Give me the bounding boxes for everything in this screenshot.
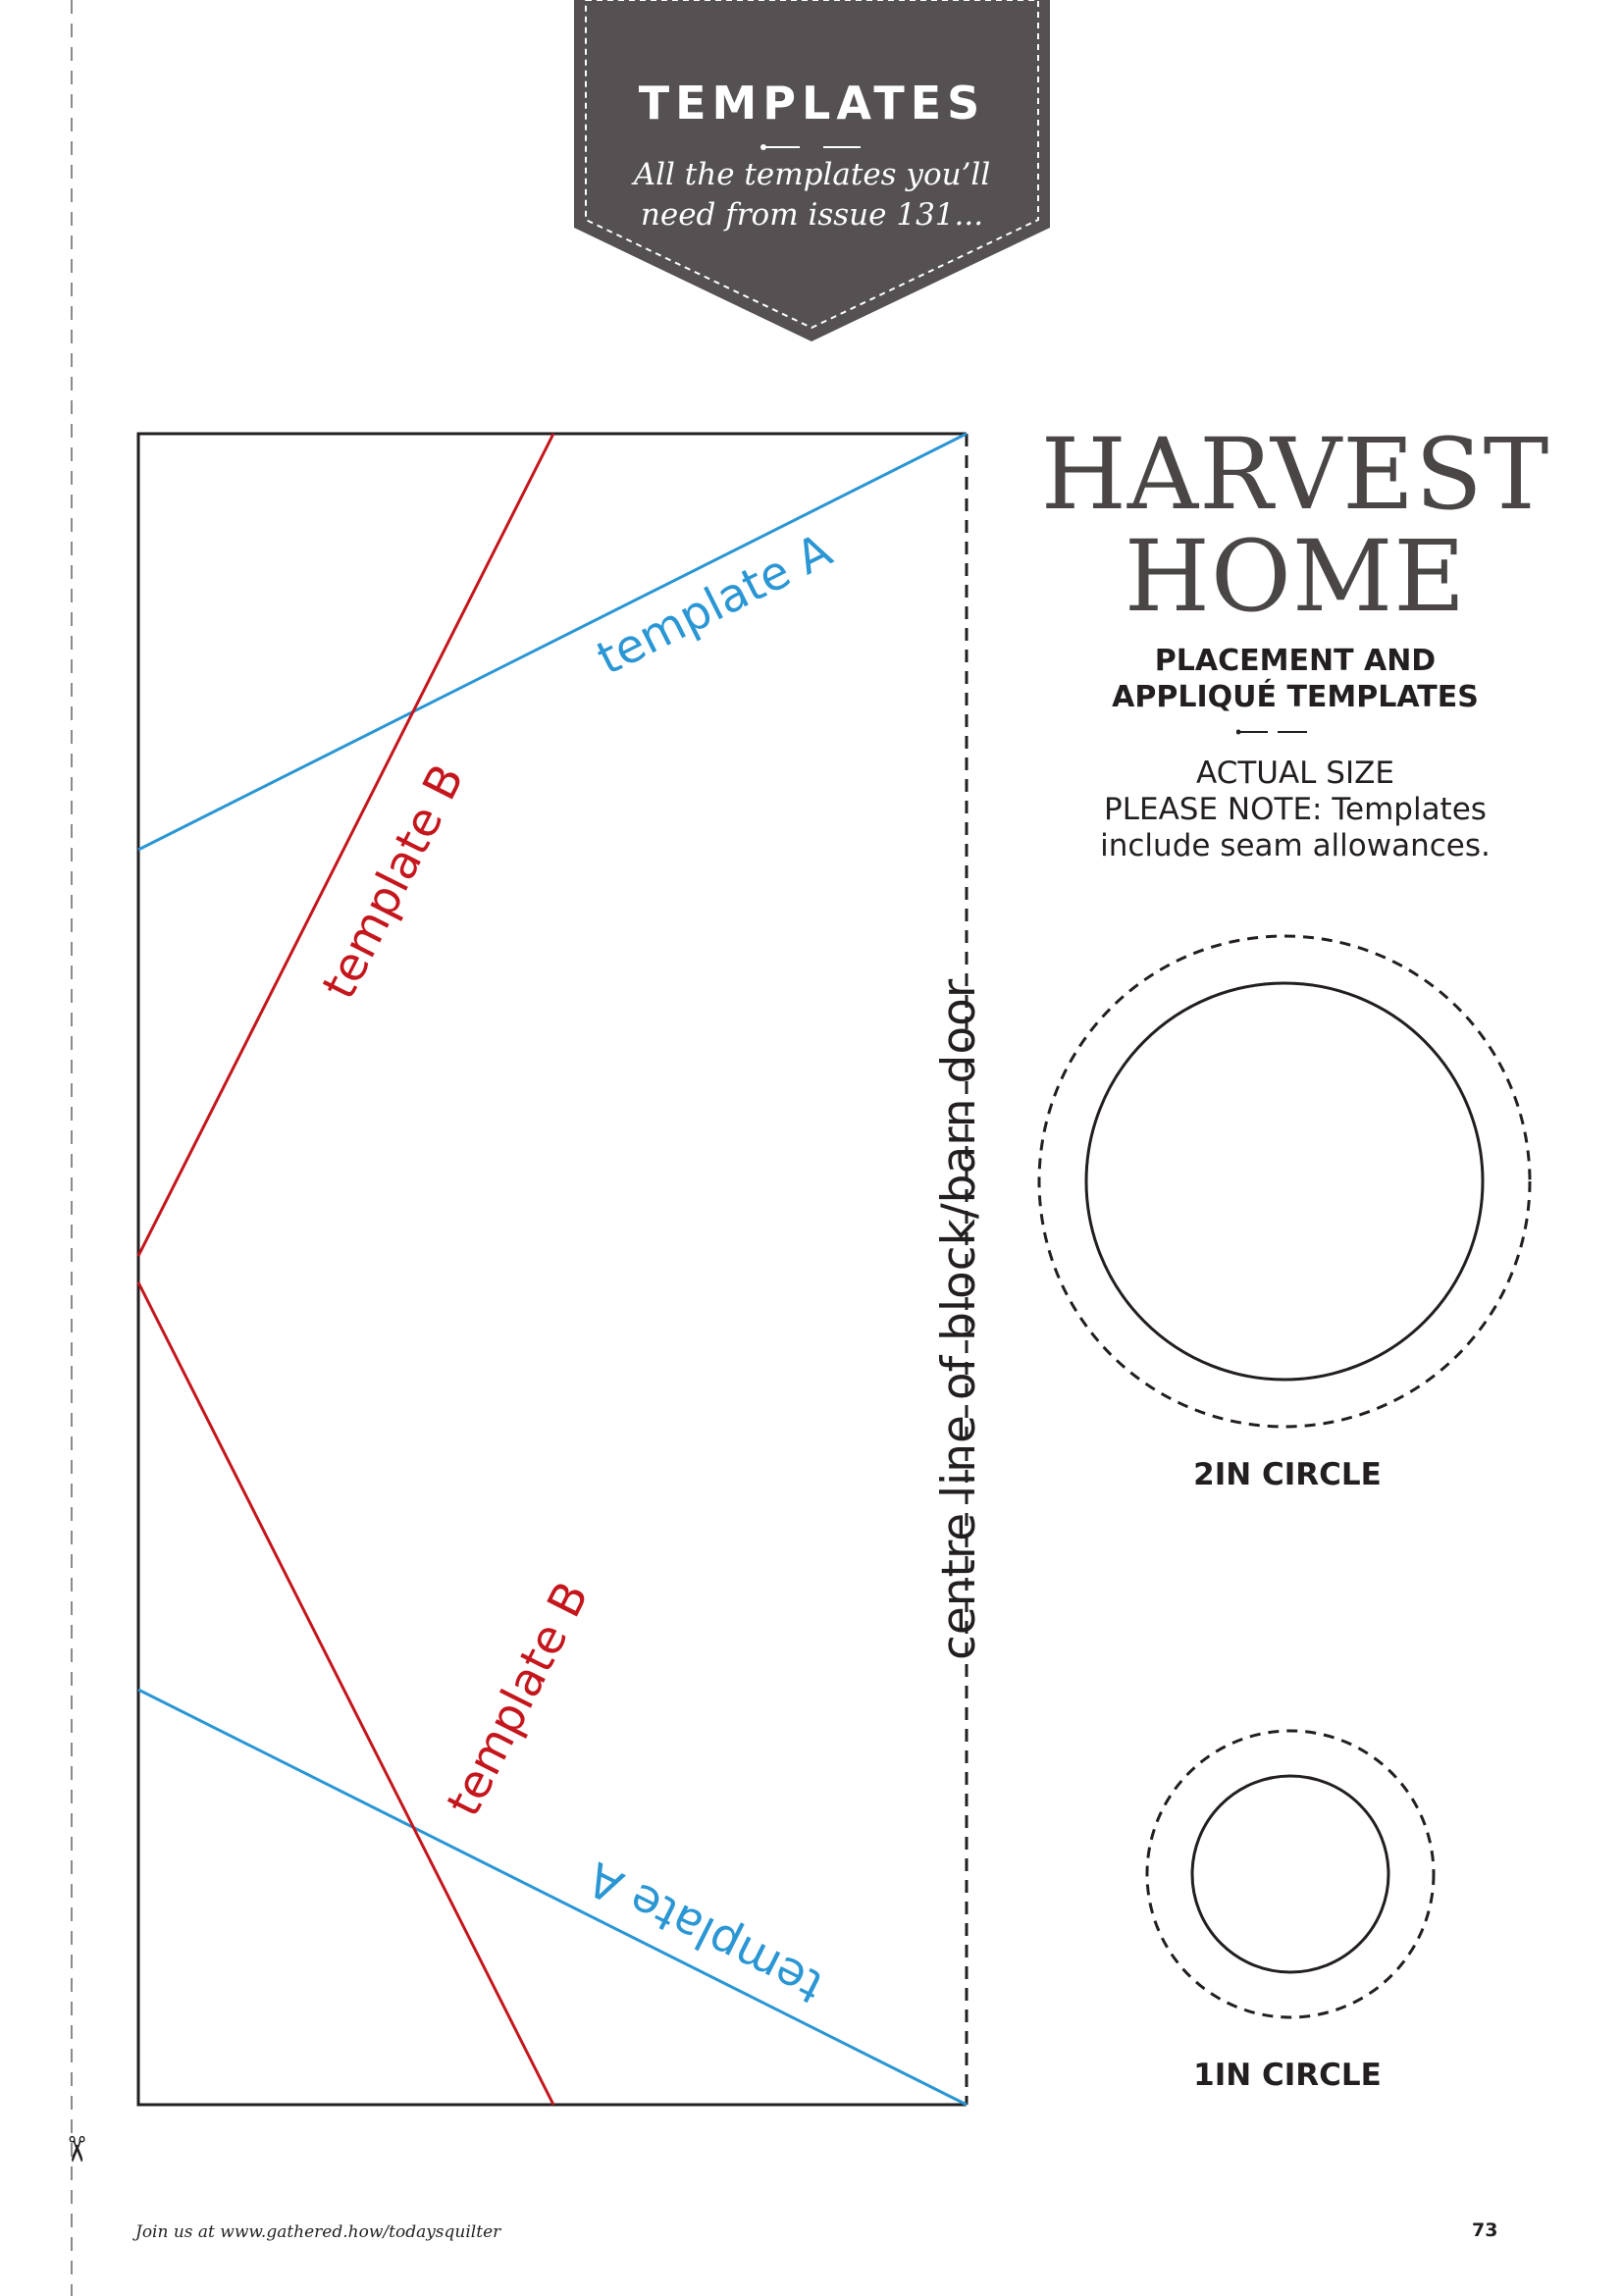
note-line1: ACTUAL SIZE [1196,756,1394,791]
subtitle-line1: PLACEMENT AND [1154,644,1437,678]
banner-subtitle-line1: All the templates you’ll [633,157,991,192]
template-a-top-line [138,434,967,850]
scissors-icon: ✂ [55,2134,96,2165]
template-b-top-label: template B [312,756,476,1008]
note-line2: PLEASE NOTE: Templates [1104,792,1487,827]
template-frame [138,434,967,2105]
template-a-top-label: template A [589,523,841,687]
template-b-bottom-label: template B [437,1573,601,1825]
note-line3: include seam allowances. [1100,828,1491,863]
ornament-divider [1236,724,1315,740]
banner-subtitle-line2: need from issue 131... [640,197,984,233]
template-a-bottom-label: template A [579,1851,831,2013]
title-line2: HOME [1124,519,1467,634]
page-title [1021,417,1570,634]
large-circle-label: 2IN CIRCLE [1193,1457,1382,1492]
title-line1: HARVEST [1040,417,1550,532]
subtitle-line2: APPLIQUÉ TEMPLATES [1112,680,1479,714]
template-b-top-line [138,434,553,1256]
centre-line-label: centre line of block/barn door [932,978,986,1660]
template-a-bottom-line [138,1690,967,2105]
size-note [1021,756,1570,864]
page-subtitle [1040,643,1550,715]
footer-link[interactable]: Join us at www.gathered.how/todaysquilter [135,2222,501,2242]
page-number: 73 [1472,2219,1498,2241]
small-circle-label: 1IN CIRCLE [1193,2058,1382,2093]
banner-title: TEMPLATES [638,77,986,130]
